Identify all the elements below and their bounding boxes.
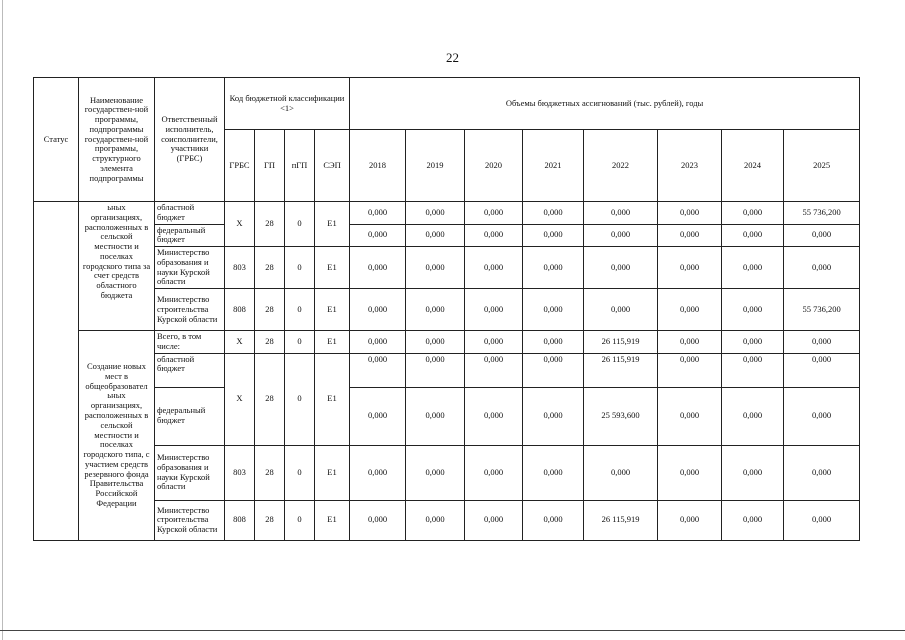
responsible-cell: Всего, в том числе: bbox=[155, 331, 225, 354]
grbs-cell: 803 bbox=[225, 445, 255, 500]
value-cell: 0,000 bbox=[406, 247, 465, 289]
value-cell: 0,000 bbox=[658, 202, 722, 225]
grbs-cell: 808 bbox=[225, 289, 255, 331]
value-cell: 26 115,919 bbox=[584, 500, 658, 540]
table-row bbox=[34, 289, 860, 331]
sep-cell: Е1 bbox=[315, 445, 350, 500]
header-kbk: Код бюджетной классификации <1> bbox=[225, 78, 350, 130]
responsible-cell: Министерство строительства Курской области bbox=[155, 500, 225, 540]
value-cell: 0,000 bbox=[658, 445, 722, 500]
gp-cell: 28 bbox=[255, 289, 285, 331]
value-cell: 0,000 bbox=[722, 387, 784, 445]
value-cell: 0,000 bbox=[350, 353, 406, 387]
sep-cell: Е1 bbox=[315, 202, 350, 247]
value-cell: 0,000 bbox=[465, 331, 523, 354]
table-row bbox=[34, 224, 860, 247]
value-cell: 0,000 bbox=[350, 289, 406, 331]
value-cell: 0,000 bbox=[523, 202, 584, 225]
table-row bbox=[34, 247, 860, 289]
pgp-cell: 0 bbox=[285, 331, 315, 354]
value-cell: 0,000 bbox=[523, 353, 584, 387]
value-cell: 0,000 bbox=[722, 500, 784, 540]
value-cell: 0,000 bbox=[784, 331, 860, 354]
pgp-cell: 0 bbox=[285, 289, 315, 331]
header-grbs: ГРБС bbox=[225, 130, 255, 202]
page-edge-bottom bbox=[0, 630, 905, 631]
header-year: 2019 bbox=[406, 130, 465, 202]
page-number: 22 bbox=[446, 50, 459, 65]
element-name-cell: Создание новых мест в общеобразовател ьных организациях, расположенных в сельской местности и поселках городского типа, с участием средств резервного фонда Правительства Российской Федерации bbox=[79, 331, 155, 541]
sep-cell: Е1 bbox=[315, 331, 350, 354]
value-cell: 0,000 bbox=[722, 202, 784, 225]
responsible-cell: Министерство строительства Курской области bbox=[155, 289, 225, 331]
responsible-cell: областной бюджет bbox=[155, 202, 225, 225]
header-sep: СЭП bbox=[315, 130, 350, 202]
value-cell: 0,000 bbox=[465, 353, 523, 387]
page-edge bbox=[2, 0, 3, 640]
responsible-cell: федеральный бюджет bbox=[155, 224, 225, 247]
header-year: 2021 bbox=[523, 130, 584, 202]
value-cell: 0,000 bbox=[658, 500, 722, 540]
value-cell: 0,000 bbox=[658, 331, 722, 354]
value-cell: 55 736,200 bbox=[784, 202, 860, 225]
value-cell: 0,000 bbox=[658, 353, 722, 387]
value-cell: 0,000 bbox=[722, 353, 784, 387]
value-cell: 0,000 bbox=[658, 289, 722, 331]
grbs-cell: 808 bbox=[225, 500, 255, 540]
value-cell: 0,000 bbox=[465, 202, 523, 225]
value-cell: 0,000 bbox=[523, 500, 584, 540]
value-cell: 0,000 bbox=[350, 500, 406, 540]
status-cell bbox=[34, 202, 79, 541]
value-cell: 26 115,919 bbox=[584, 353, 658, 387]
grbs-cell: Х bbox=[225, 353, 255, 445]
value-cell: 25 593,600 bbox=[584, 387, 658, 445]
element-name-cell: ьных организациях, расположенных в сельской местности и поселках городского типа за счет средств областного бюджета bbox=[79, 202, 155, 331]
value-cell: 55 736,200 bbox=[784, 289, 860, 331]
gp-cell: 28 bbox=[255, 202, 285, 247]
table-row bbox=[34, 202, 860, 225]
pgp-cell: 0 bbox=[285, 445, 315, 500]
value-cell: 0,000 bbox=[465, 445, 523, 500]
header-year: 2023 bbox=[658, 130, 722, 202]
value-cell: 0,000 bbox=[350, 202, 406, 225]
value-cell: 0,000 bbox=[658, 247, 722, 289]
header-status: Статус bbox=[34, 78, 79, 202]
value-cell: 0,000 bbox=[784, 224, 860, 247]
value-cell: 0,000 bbox=[584, 224, 658, 247]
value-cell: 0,000 bbox=[406, 289, 465, 331]
value-cell: 0,000 bbox=[584, 202, 658, 225]
value-cell: 0,000 bbox=[465, 247, 523, 289]
header-year: 2024 bbox=[722, 130, 784, 202]
table-row bbox=[34, 445, 860, 500]
budget-table bbox=[33, 77, 860, 541]
responsible-cell: областной бюджет bbox=[155, 353, 225, 387]
value-cell: 0,000 bbox=[784, 247, 860, 289]
sep-cell: Е1 bbox=[315, 500, 350, 540]
value-cell: 0,000 bbox=[523, 224, 584, 247]
value-cell: 0,000 bbox=[722, 331, 784, 354]
header-year: 2022 bbox=[584, 130, 658, 202]
value-cell: 0,000 bbox=[406, 331, 465, 354]
value-cell: 0,000 bbox=[406, 224, 465, 247]
header-year: 2018 bbox=[350, 130, 406, 202]
responsible-cell: Министерство образования и науки Курской области bbox=[155, 445, 225, 500]
value-cell: 0,000 bbox=[465, 224, 523, 247]
header-pgp: пГП bbox=[285, 130, 315, 202]
value-cell: 0,000 bbox=[350, 445, 406, 500]
responsible-cell: федеральный бюджет bbox=[155, 387, 225, 445]
pgp-cell: 0 bbox=[285, 202, 315, 247]
grbs-cell: Х bbox=[225, 202, 255, 247]
sep-cell: Е1 bbox=[315, 353, 350, 445]
value-cell: 0,000 bbox=[523, 289, 584, 331]
value-cell: 0,000 bbox=[406, 387, 465, 445]
value-cell: 0,000 bbox=[350, 331, 406, 354]
sep-cell: Е1 bbox=[315, 247, 350, 289]
value-cell: 0,000 bbox=[584, 247, 658, 289]
pgp-cell: 0 bbox=[285, 247, 315, 289]
value-cell: 0,000 bbox=[406, 445, 465, 500]
table-row bbox=[34, 500, 860, 540]
header-volumes: Объемы бюджетных ассигнований (тыс. рублей), годы bbox=[350, 78, 860, 130]
value-cell: 0,000 bbox=[722, 445, 784, 500]
value-cell: 0,000 bbox=[523, 247, 584, 289]
header-name: Наименование государствен-ной программы, подпрограммы государствен-ной программы, структурного элемента подпрограммы bbox=[79, 78, 155, 202]
pgp-cell: 0 bbox=[285, 353, 315, 445]
table-row bbox=[34, 353, 860, 387]
value-cell: 26 115,919 bbox=[584, 331, 658, 354]
value-cell: 0,000 bbox=[722, 289, 784, 331]
header-row bbox=[34, 78, 860, 130]
value-cell: 0,000 bbox=[523, 387, 584, 445]
value-cell: 0,000 bbox=[658, 224, 722, 247]
value-cell: 0,000 bbox=[350, 247, 406, 289]
header-year: 2020 bbox=[465, 130, 523, 202]
responsible-cell: Министерство образования и науки Курской области bbox=[155, 247, 225, 289]
header-responsible: Ответственный исполнитель, соисполнители, участники (ГРБС) bbox=[155, 78, 225, 202]
value-cell: 0,000 bbox=[784, 353, 860, 387]
value-cell: 0,000 bbox=[406, 500, 465, 540]
value-cell: 0,000 bbox=[350, 387, 406, 445]
header-gp: ГП bbox=[255, 130, 285, 202]
grbs-cell: Х bbox=[225, 331, 255, 354]
value-cell: 0,000 bbox=[523, 445, 584, 500]
value-cell: 0,000 bbox=[784, 445, 860, 500]
gp-cell: 28 bbox=[255, 331, 285, 354]
value-cell: 0,000 bbox=[406, 202, 465, 225]
value-cell: 0,000 bbox=[658, 387, 722, 445]
value-cell: 0,000 bbox=[465, 289, 523, 331]
value-cell: 0,000 bbox=[584, 445, 658, 500]
value-cell: 0,000 bbox=[784, 500, 860, 540]
sep-cell: Е1 bbox=[315, 289, 350, 331]
gp-cell: 28 bbox=[255, 247, 285, 289]
grbs-cell: 803 bbox=[225, 247, 255, 289]
value-cell: 0,000 bbox=[584, 289, 658, 331]
value-cell: 0,000 bbox=[722, 224, 784, 247]
value-cell: 0,000 bbox=[406, 353, 465, 387]
gp-cell: 28 bbox=[255, 500, 285, 540]
gp-cell: 28 bbox=[255, 445, 285, 500]
value-cell: 0,000 bbox=[523, 331, 584, 354]
value-cell: 0,000 bbox=[465, 387, 523, 445]
pgp-cell: 0 bbox=[285, 500, 315, 540]
header-year: 2025 bbox=[784, 130, 860, 202]
table-row bbox=[34, 331, 860, 354]
value-cell: 0,000 bbox=[784, 387, 860, 445]
value-cell: 0,000 bbox=[465, 500, 523, 540]
table-row bbox=[34, 387, 860, 445]
gp-cell: 28 bbox=[255, 353, 285, 445]
value-cell: 0,000 bbox=[722, 247, 784, 289]
value-cell: 0,000 bbox=[350, 224, 406, 247]
